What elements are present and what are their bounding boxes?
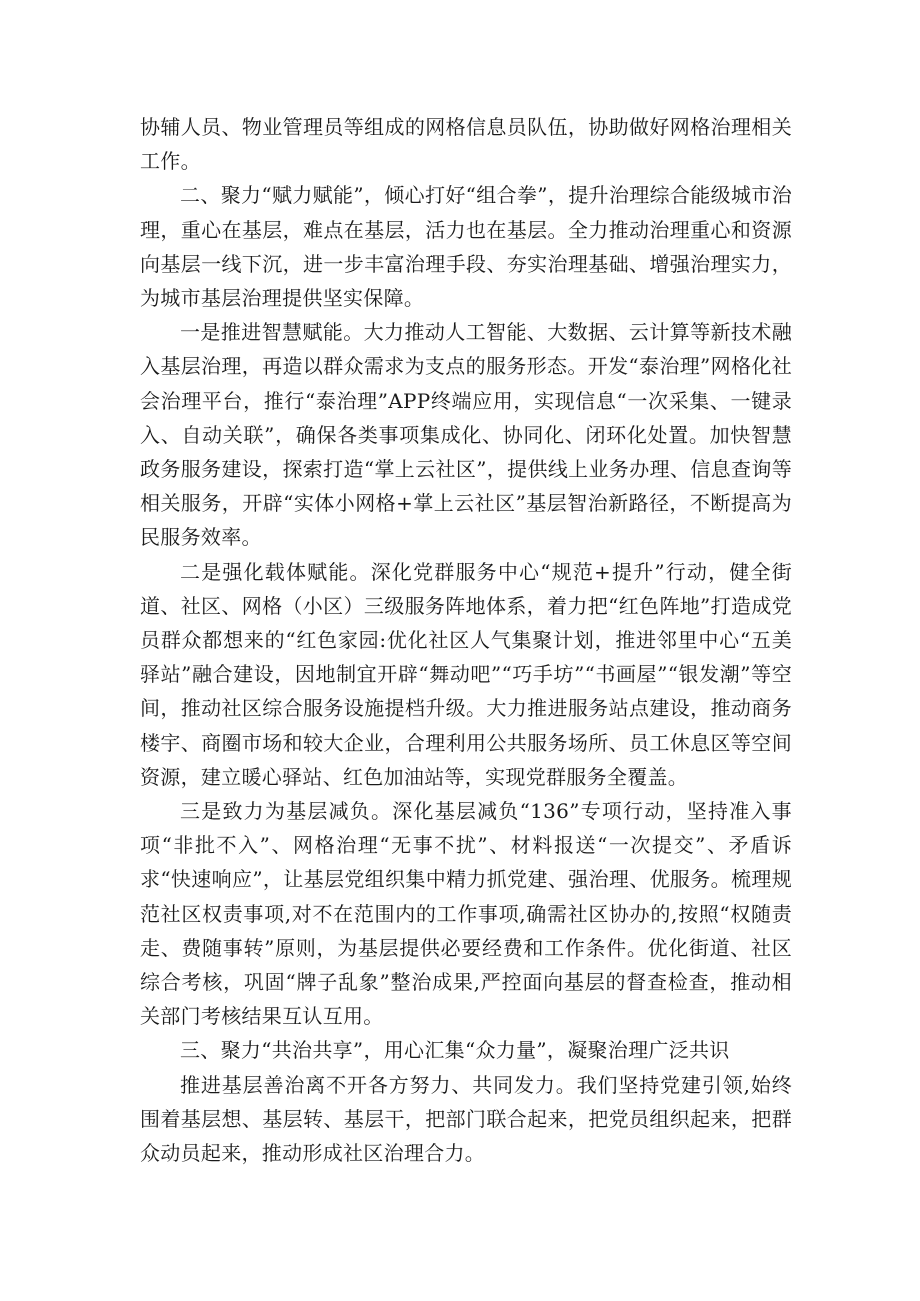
section-heading-three: 三、聚力“共治共享”，用心汇集“众力量”，凝聚治理广泛共识 [180, 1038, 730, 1063]
paragraph-burden-reduction: 三是致力为基层减负。深化基层减负“136”专项行动，坚持准入事项“非批不入”、网格治理“无事不扰”、材料报送“一次提交”、矛盾诉求“快速响应”，让基层党组织集中精力抓党建、强治理、优服务。梳理规范社区权责事项,对不在范围内的工作事项,确需社区协办的,按照“权随责走、费随事转”原则，为基层提供必要经费和工作条件。优化街道、社区综合考核，巩固“牌子乱象”整治成果,严控面向基层的督查检查，推动相关部门考核结果互认互用。 [140, 799, 792, 1029]
paragraph-joint-effort: 推进基层善治离不开各方努力、共同发力。我们坚持党建引领,始终围着基层想、基层转、基层干，把部门联合起来，把党员组织起来，把群众动员起来，推动形成社区治理合力。 [140, 1072, 792, 1166]
paragraph-smart-empowerment: 一是推进智慧赋能。大力推动人工智能、大数据、云计算等新技术融入基层治理，再造以群众需求为支点的服务形态。开发“泰治理”网格化社会治理平台，推行“泰治理”APP终端应用，实现信息“一次采集、一键录入、自动关联”，确保各类事项集成化、协同化、闭环化处置。加快智慧政务服务建设，探索打造“掌上云社区”，提供线上业务办理、信息查询等相关服务，开辟“实体小网格+掌上云社区”基层智治新路径，不断提高为民服务效率。 [140, 320, 792, 550]
paragraph-continuation: 协辅人员、物业管理员等组成的网格信息员队伍，协助做好网格治理相关工作。 [140, 115, 792, 174]
paragraph-carrier-empowerment: 二是强化载体赋能。深化党群服务中心“规范+提升”行动，健全街道、社区、网格（小区）三级服务阵地体系，着力把“红色阵地”打造成党员群众都想来的“红色家园:优化社区人气集聚计划，推进邻里中心“五美驿站”融合建设，因地制宜开辟“舞动吧”“巧手坊”“书画屋”“银发潮”等空间，推动社区综合服务设施提档升级。大力推进服务站点建设，推动商务楼宇、商圈市场和较大企业，合理利用公共服务场所、员工休息区等空间资源，建立暖心驿站、红色加油站等，实现党群服务全覆盖。 [140, 559, 792, 789]
document-body [140, 110, 792, 1170]
section-heading-two: 二、聚力“赋力赋能”，倾心打好“组合拳”，提升治理综合能级城市治理，重心在基层，难点在基层，活力也在基层。全力推动治理重心和资源向基层一线下沉，进一步丰富治理手段、夯实治理基础、增强治理实力，为城市基层治理提供坚实保障。 [140, 183, 792, 311]
